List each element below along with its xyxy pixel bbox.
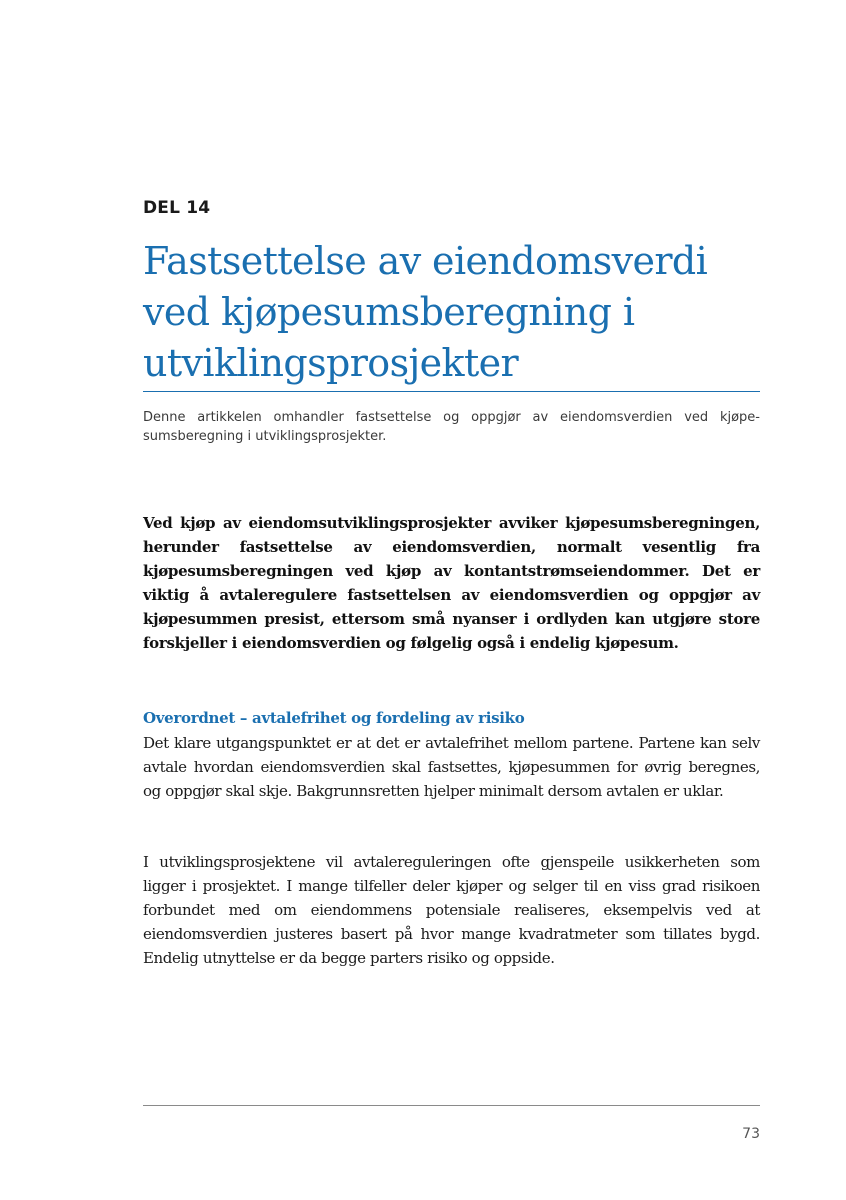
body-paragraph-2: I utviklingsprosjektene vil avtalereguleringen ofte gjenspeile usikkerheten som ligger i prosjektet. I mange tilfeller deler kjøper og selger til en viss grad risikoen forbundet med om eiendommens potensiale realiseres, eksempelvis ved at eiendomsverdien justeres basert på hvor mange kvadratmeter som tillates bygd. Endelig utnyttelse er da begge parters risiko og oppside. [143,853,760,967]
part-label: DEL 14 [143,198,211,218]
title-divider [143,391,760,392]
footer-divider [143,1105,760,1106]
section-heading: Overordnet – avtalefrihet og fordeling av risiko [143,709,525,727]
article-title: Fastsettelse av eiendomsverdi ved kjøpesumsberegning i utviklingsprosjekter [143,239,708,385]
document-page [143,0,760,1200]
body-paragraph-1: Det klare utgangspunktet er at det er avtalefrihet mellom partene. Partene kan selv avtale hvordan eiendomsverdien skal fastsettes, kjøpesummen for øvrig beregnes, og oppgjør skal skje. Bakgrunnsretten hjelper minimalt dersom avtalen er uklar. [143,734,760,800]
page-number: 73 [742,1126,760,1142]
article-ingress: Ved kjøp av eiendomsutviklingsprosjekter avviker kjøpesumsberegningen, herunder fastsettelse av eiendomsverdien, normalt vesentlig fra kjøpesumsberegningen ved kjøp av kontantstrømseiendommer. Det er viktig å avtaleregulere fastsettelsen av eiendomsverdien og oppgjør av kjøpesummen presist, ettersom små nyanser i ordlyden kan utgjøre store forskjeller i eiendomsverdien og følgelig også i endelig kjøpesum. [143,514,760,652]
article-lead: Denne artikkelen omhandler fastsettelse og oppgjør av eiendomsverdien ved kjøpesumsberegning i utviklingsprosjekter. [143,410,760,444]
